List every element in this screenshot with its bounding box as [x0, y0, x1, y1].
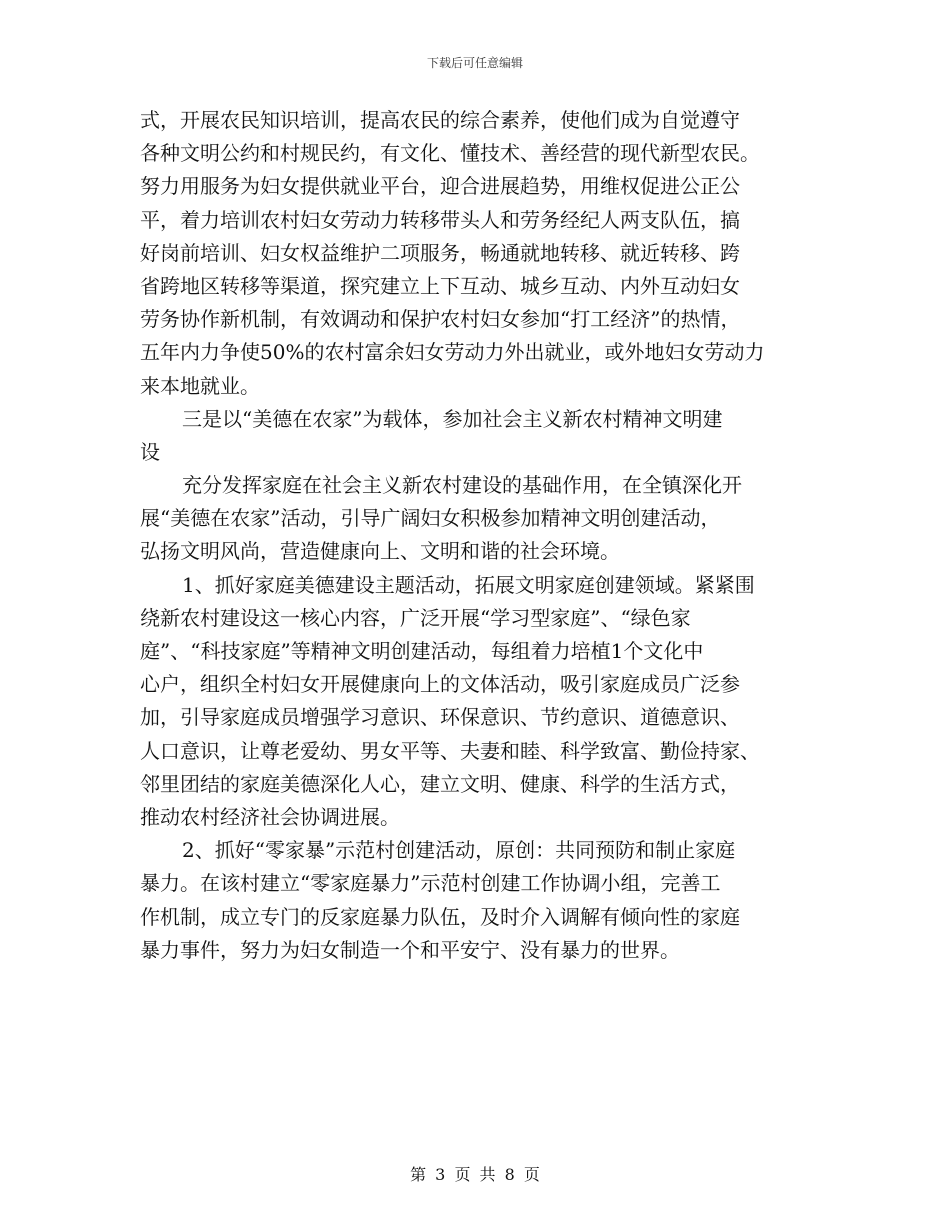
paragraph-line: 加，引导家庭成员增强学习意识、环保意识、节约意识、道德意识、: [140, 705, 740, 730]
page-footer: 第 3 页 共 8 页: [410, 1165, 540, 1184]
paragraph-line: 邻里团结的家庭美德深化人心，建立文明、健康、科学的生活方式，: [140, 771, 740, 796]
paragraph-line: 充分发挥家庭在社会主义新农村建设的基础作用，在全镇深化开: [182, 473, 742, 498]
paragraph-line: 绕新农村建设这一核心内容，广泛开展“学习型家庭”、“绿色家: [140, 605, 691, 630]
paragraph-line: 努力用服务为妇女提供就业平台，迎合进展趋势，用维权促进公正公: [140, 174, 740, 199]
paragraph-line: 三是以“美德在农家”为载体，参加社会主义新农村精神文明建: [182, 406, 723, 431]
paragraph-line: 暴力事件，努力为妇女制造一个和平安宁、没有暴力的世界。: [140, 937, 680, 962]
paragraph-line: 各种文明公约和村规民约，有文化、懂技术、善经营的现代新型农民。: [140, 141, 760, 166]
paragraph-line: 展“美德在农家”活动，引导广阔妇女积极参加精神文明创建活动，: [140, 506, 721, 531]
paragraph-line: 庭”、“科技家庭”等精神文明创建活动，每组着力培植1个文化中: [140, 639, 704, 663]
paragraph-line: 2、抓好“零家暴”示范村创建活动，原创：共同预防和制止家庭: [182, 838, 736, 863]
paragraph-line: 式，开展农民知识培训，提高农民的综合素养，使他们成为自觉遵守: [140, 108, 740, 132]
paragraph-line: 设: [140, 439, 160, 464]
paragraph-line: 1、抓好家庭美德建设主题活动，拓展文明家庭创建领域。紧紧围: [182, 572, 755, 597]
paragraph-line: 五年内力争使50%的农村富余妇女劳动力外出就业，或外地妇女劳动力: [140, 340, 765, 365]
page-header: 下载后可任意编辑: [426, 56, 523, 70]
paragraph-line: 作机制，成立专门的反家庭暴力队伍，及时介入调解有倾向性的家庭: [140, 904, 740, 929]
paragraph-line: 暴力。在该村建立“零家庭暴力”示范村创建工作协调小组，完善工: [140, 871, 721, 896]
document-body: [140, 104, 820, 967]
paragraph-line: 平，着力培训农村妇女劳动力转移带头人和劳务经纪人两支队伍，搞: [140, 207, 740, 232]
paragraph-line: 劳务协作新机制，有效调动和保护农村妇女参加“打工经济”的热情，: [140, 307, 741, 332]
paragraph-line: 心户，组织全村妇女开展健康向上的文体活动，吸引家庭成员广泛参: [140, 672, 740, 697]
paragraph-line: 省跨地区转移等渠道，探究建立上下互动、城乡互动、内外互动妇女: [140, 273, 740, 298]
paragraph-line: 弘扬文明风尚，营造健康向上、文明和谐的社会环境。: [140, 539, 620, 564]
paragraph-line: 来本地就业。: [140, 373, 260, 398]
paragraph-line: 人口意识，让尊老爱幼、男女平等、夫妻和睦、科学致富、勤俭持家、: [140, 738, 760, 763]
paragraph-line: 推动农村经济社会协调进展。: [140, 804, 400, 829]
paragraph-line: 好岗前培训、妇女权益维护二项服务，畅通就地转移、就近转移、跨: [140, 240, 740, 265]
